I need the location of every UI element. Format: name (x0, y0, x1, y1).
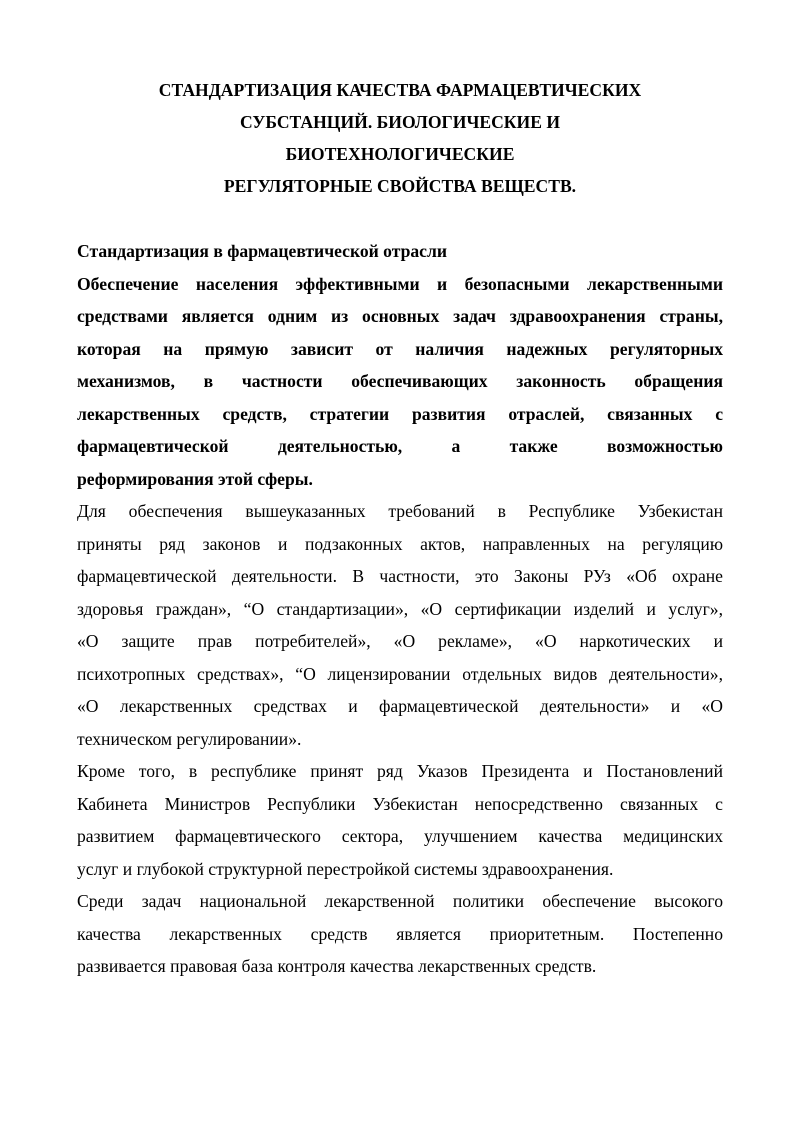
text-line: фармацевтической деятельности. В частности, это Законы РУз «Об охране (77, 566, 723, 586)
text-line: реформирования этой сферы. (77, 468, 313, 489)
policy-paragraph (77, 885, 723, 983)
text-line: которая на прямую зависит от наличия надежных регуляторных (77, 338, 723, 359)
laws-paragraph (77, 495, 723, 755)
text-line: «О лекарственных средствах и фармацевтической деятельности» и «О (77, 696, 723, 716)
decrees-paragraph (77, 755, 723, 885)
section-heading: Стандартизация в фармацевтической отрасли (77, 241, 448, 261)
text-line: здоровья граждан», “О стандартизации», «О сертификации изделий и услуг», (77, 598, 723, 619)
text-line: развивается правовая база контроля качества лекарственных средств. (77, 956, 597, 976)
text-line: приняты ряд законов и подзаконных актов, направленных на регуляцию (77, 533, 723, 554)
text-line: «О защите прав потребителей», «О рекламе», «О наркотических и (77, 631, 723, 651)
document-body (77, 235, 723, 983)
text-line: Для обеспечения вышеуказанных требований в Республике Узбекистан (77, 501, 723, 521)
intro-paragraph (77, 268, 723, 496)
title-line: БИОТЕХНОЛОГИЧЕСКИЕ (285, 144, 515, 164)
title-line: РЕГУЛЯТОРНЫЕ СВОЙСТВА ВЕЩЕСТВ. (223, 176, 577, 196)
text-line: Кабинета Министров Республики Узбекистан непосредственно связанных с (77, 793, 723, 814)
text-line: Обеспечение населения эффективными и безопасными лекарственными (77, 273, 723, 294)
text-line: Среди задач национальной лекарственной политики обеспечение высокого (77, 891, 723, 911)
text-line: техническом регулировании». (77, 728, 302, 749)
text-line: развитием фармацевтического сектора, улучшением качества медицинских (77, 826, 723, 846)
text-line: психотропных средствах», “О лицензировании отдельных видов деятельности», (77, 663, 723, 684)
text-line: средствами является одним из основных задач здравоохранения страны, (77, 306, 723, 326)
text-line: Кроме того, в республике принят ряд Указов Президента и Постановлений (77, 761, 723, 781)
document-title (77, 74, 723, 202)
text-line: фармацевтической деятельностью, а также возможностью (77, 436, 723, 456)
text-line: механизмов, в частности обеспечивающих законность обращения (77, 371, 723, 391)
text-line: качества лекарственных средств является приоритетным. Постепенно (77, 923, 723, 944)
text-line: услуг и глубокой структурной перестройкой системы здравоохранения. (77, 858, 614, 879)
title-line: СУБСТАНЦИЙ. БИОЛОГИЧЕСКИЕ И (239, 112, 561, 132)
text-line: лекарственных средств, стратегии развития отраслей, связанных с (77, 403, 723, 424)
title-line: СТАНДАРТИЗАЦИЯ КАЧЕСТВА ФАРМАЦЕВТИЧЕСКИХ (158, 80, 642, 100)
